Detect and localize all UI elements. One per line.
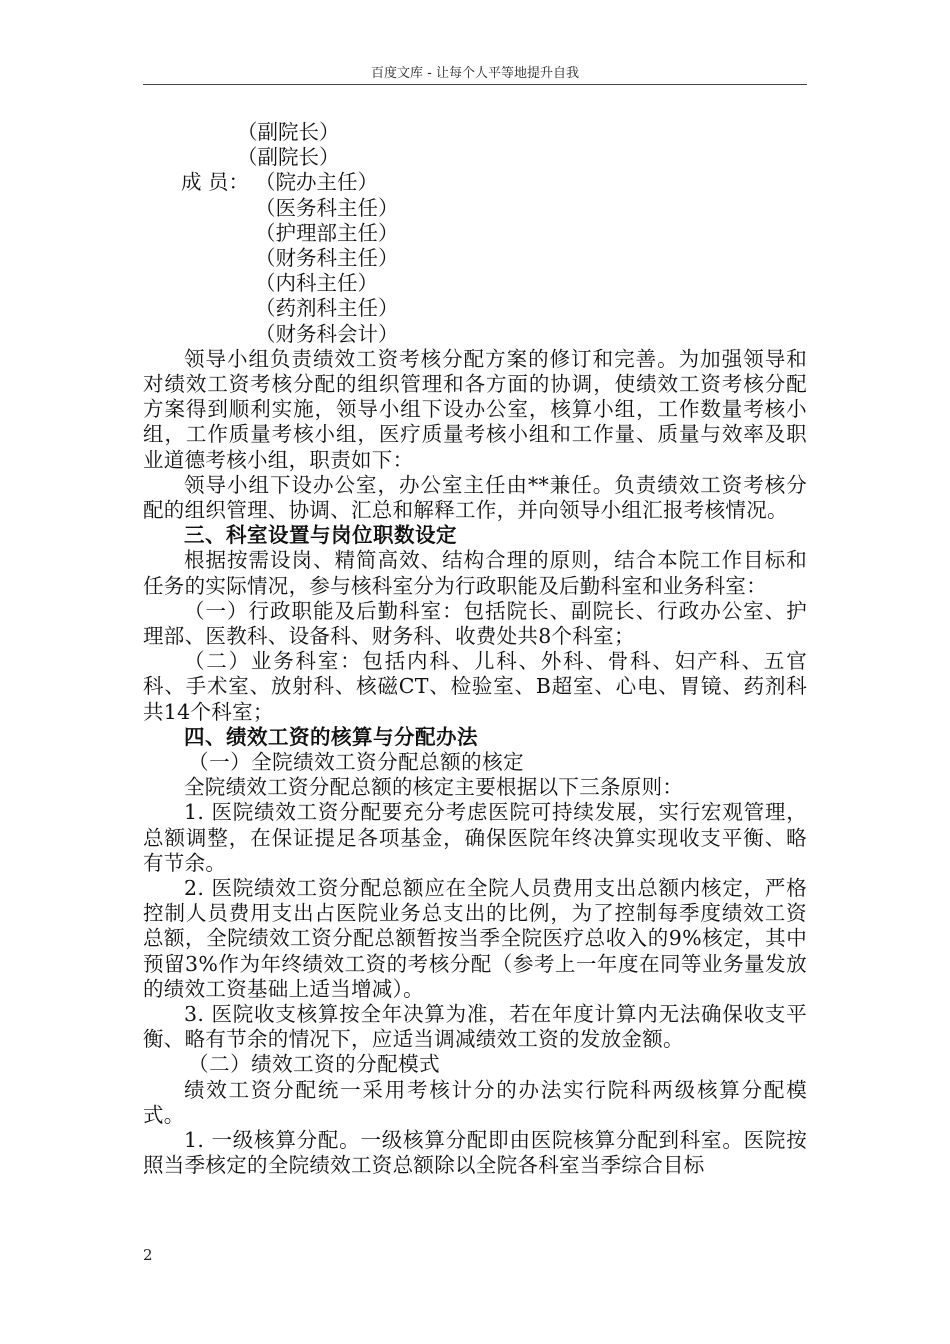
paragraph-three-principles: 全院绩效工资分配总额的核定主要根据以下三条原则：: [184, 775, 684, 800]
members-row: [143, 170, 807, 195]
paragraph-first-level: 1. 一级核算分配。一级核算分配即由医院核算分配到科室。医院按照当季核定的全院绩效工资总额除以全院各科室当季综合目标: [143, 1127, 807, 1178]
paragraph-principle-3: 3. 医院收支核算按全年决算为准，若在年度计算内无法确保收支平衡、略有节余的情况下，应适当调减绩效工资的发放金额。: [143, 1001, 807, 1052]
member-pharmacy-director: （药剂科主任）: [255, 296, 399, 321]
paragraph-principle-2: 2. 医院绩效工资分配总额应在全院人员费用支出总额内核定，严格控制人员费用支出占医院业务总支出的比例，为了控制每季度绩效工资总额，全院绩效工资分配总额暂按当季全院医疗总收入的9%核定，其中预留3%作为年终绩效工资的考核分配（参考上一年度在同等业务量发放的绩效工资基础上适当增减）。: [143, 875, 807, 1001]
paragraph-leadership-duties: 领导小组负责绩效工资考核分配方案的修订和完善。为加强领导和对绩效工资考核分配的组织管理和各方面的协调，使绩效工资考核分配方案得到顺利实施，领导小组下设办公室，核算小组，工作数量考核小组，工作质量考核小组，医疗质量考核小组和工作量、质量与效率及职业道德考核小组，职责如下：: [143, 346, 807, 472]
page-number: 2: [143, 1246, 153, 1264]
header-divider: [143, 84, 807, 85]
member-finance-director: （财务科主任）: [255, 245, 399, 270]
member-nursing-director: （护理部主任）: [255, 220, 399, 245]
member-medical-director: （医务科主任）: [255, 195, 399, 220]
heading-section-3: 三、科室设置与岗位职数设定: [184, 523, 457, 548]
paragraph-department-principle: 根据按需设岗、精简高效、结构合理的原则，结合本院工作目标和任务的实际情况，参与核科室分为行政职能及后勤科室和业务科室：: [143, 548, 807, 598]
heading-section-4: 四、绩效工资的核算与分配办法: [184, 724, 478, 749]
member-vice-president-1: （副院长）: [237, 120, 340, 144]
page-header: 百度文库 - 让每个人平等地提升自我: [371, 66, 579, 81]
member-accountant: （财务科会计）: [255, 321, 399, 346]
member-vice-president-2: （副院长）: [237, 145, 340, 170]
paragraph-principle-1: 1. 医院绩效工资分配要充分考虑医院可持续发展，实行宏观管理，总额调整，在保证提足各项基金，确保医院年终决算实现收支平衡、略有节余。: [143, 800, 807, 875]
subheading-distribution-mode: （二）绩效工资的分配模式: [188, 1052, 441, 1077]
paragraph-admin-departments: （一）行政职能及后勤科室：包括院长、副院长、行政办公室、护理部、医教科、设备科、财务科、收费处共8个科室；: [143, 598, 807, 648]
member-office-director: （院办主任）: [255, 170, 378, 195]
document-body: [143, 120, 807, 1178]
paragraph-office-duties: 领导小组下设办公室，办公室主任由**兼任。负责绩效工资考核分配的组织管理、协调、汇总和解释工作，并向领导小组汇报考核情况。: [143, 472, 807, 522]
paragraph-distribution-mode: 绩效工资分配统一采用考核计分的办法实行院科两级核算分配模式。: [143, 1077, 807, 1127]
member-internal-director: （内科主任）: [255, 271, 378, 296]
subheading-total-amount: （一）全院绩效工资分配总额的核定: [188, 749, 525, 774]
members-label: 成 员：: [181, 170, 250, 195]
paragraph-business-departments: （二）业务科室：包括内科、儿科、外科、骨科、妇产科、五官科、手术室、放射科、核磁CT、检验室、B超室、心电、胃镜、药剂科共14个科室；: [143, 649, 807, 724]
